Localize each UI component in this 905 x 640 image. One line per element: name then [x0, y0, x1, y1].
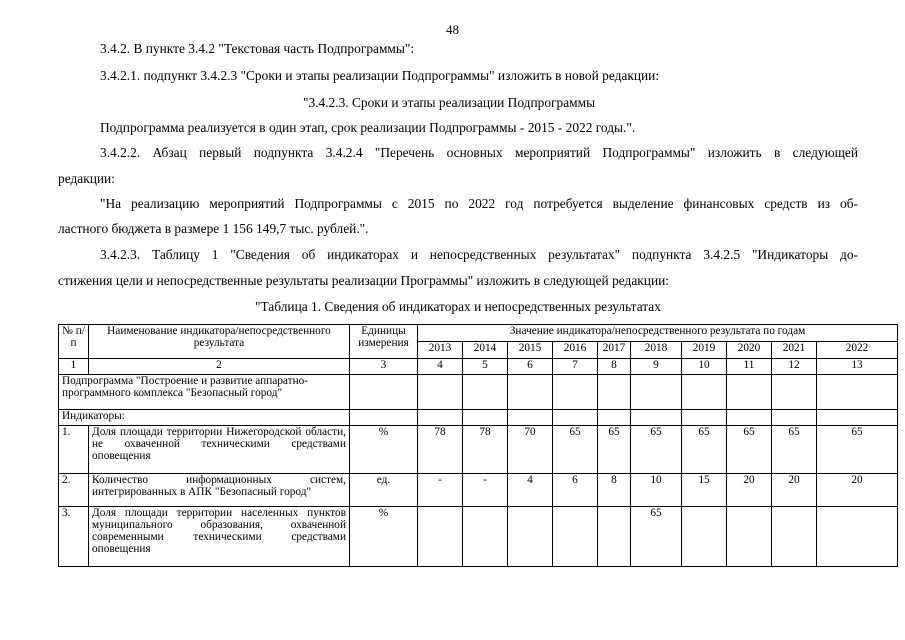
column-number-row [59, 359, 898, 375]
value-cell: 65 [817, 426, 898, 474]
year-cell: 2021 [772, 342, 817, 359]
value-cell: 78 [418, 426, 463, 474]
year-cell: 2017 [598, 342, 631, 359]
col-number: 6 [508, 359, 553, 375]
value-cell: 20 [772, 474, 817, 507]
col-number: 12 [772, 359, 817, 375]
value-cell [553, 507, 598, 567]
row-name: Количество информационных систем, интегрированных в АПК "Безопасный город" [89, 474, 350, 507]
header-row-1 [59, 325, 898, 342]
value-cell: 20 [817, 474, 898, 507]
header-values-by-year: Значение индикатора/непосредственного результата по годам [418, 325, 898, 342]
value-cell: 20 [727, 474, 772, 507]
year-cell: 2020 [727, 342, 772, 359]
table-row [59, 474, 898, 507]
paragraph-3-4-2-3: 3.4.2.3. Таблицу 1 "Сведения об индикаторах и непосредственных результатах" подпункта 3.4.2.5 "Индикаторы до- [100, 247, 858, 262]
header-num: № п/п [59, 325, 89, 359]
paragraph-funding-cont: ластного бюджета в размере 1 156 149,7 тыс. рублей.". [58, 221, 369, 236]
value-cell: - [418, 474, 463, 507]
value-cell: 65 [598, 426, 631, 474]
row-unit: % [350, 426, 418, 474]
year-cell: 2013 [418, 342, 463, 359]
value-cell: 65 [631, 426, 682, 474]
row-name: Доля площади территории Нижегородской области, не охваченной техническими средствами оповещения [89, 426, 350, 474]
value-cell: 70 [508, 426, 553, 474]
value-cell: 78 [463, 426, 508, 474]
value-cell [772, 507, 817, 567]
value-cell [418, 507, 463, 567]
header-unit: Единицы измерения [350, 325, 418, 359]
value-cell [727, 507, 772, 567]
value-cell: 8 [598, 474, 631, 507]
row-num: 3. [59, 507, 89, 567]
paragraph-3-4-2: 3.4.2. В пункте 3.4.2 "Текстовая часть Подпрограммы": [100, 41, 415, 56]
row-num: 1. [59, 426, 89, 474]
value-cell [463, 507, 508, 567]
value-cell: 15 [682, 474, 727, 507]
col-number: 7 [553, 359, 598, 375]
year-cell: 2016 [553, 342, 598, 359]
col-number: 11 [727, 359, 772, 375]
col-number: 10 [682, 359, 727, 375]
col-number: 1 [59, 359, 89, 375]
row-num: 2. [59, 474, 89, 507]
indicators-label-row [59, 410, 898, 426]
row-name: Доля площади территории населенных пунктов муниципального образования, охваченной современными техническими средствами оповещения [89, 507, 350, 567]
paragraph-3-4-2-2-cont: редакции: [58, 171, 115, 186]
paragraph-3-4-2-2: 3.4.2.2. Абзац первый подпункта 3.4.2.4 "Перечень основных мероприятий Подпрограммы" изложить в следующей [100, 145, 858, 160]
value-cell [817, 507, 898, 567]
paragraph-funding: "На реализацию мероприятий Подпрограммы с 2015 по 2022 год потребуется выделение финансовых средств из об- [100, 196, 858, 211]
table-row [59, 426, 898, 474]
row-unit: ед. [350, 474, 418, 507]
value-cell [508, 507, 553, 567]
col-number: 5 [463, 359, 508, 375]
value-cell: - [463, 474, 508, 507]
value-cell: 65 [772, 426, 817, 474]
value-cell: 65 [727, 426, 772, 474]
subprogram-row [59, 375, 898, 410]
value-cell: 4 [508, 474, 553, 507]
section-heading: "3.4.2.3. Сроки и этапы реализации Подпрограммы [303, 95, 596, 110]
paragraph-3-4-2-1: 3.4.2.1. подпункт 3.4.2.3 "Сроки и этапы реализации Подпрограммы" изложить в новой редакции: [100, 68, 660, 83]
col-number: 4 [418, 359, 463, 375]
value-cell: 65 [682, 426, 727, 474]
year-cell: 2022 [817, 342, 898, 359]
indicators-table [58, 324, 898, 567]
subprogram-title: Подпрограмма "Построение и развитие аппаратно-программного комплекса "Безопасный город" [59, 375, 350, 410]
col-number: 13 [817, 359, 898, 375]
value-cell: 65 [631, 507, 682, 567]
value-cell: 10 [631, 474, 682, 507]
col-number: 3 [350, 359, 418, 375]
value-cell [682, 507, 727, 567]
table-caption: "Таблица 1. Сведения об индикаторах и непосредственных результатах [255, 299, 661, 314]
table-row [59, 507, 898, 567]
header-name: Наименование индикатора/непосредственного результата [89, 325, 350, 359]
page-number: 48 [446, 22, 459, 37]
row-unit: % [350, 507, 418, 567]
value-cell [598, 507, 631, 567]
year-cell: 2018 [631, 342, 682, 359]
col-number: 2 [89, 359, 350, 375]
value-cell: 6 [553, 474, 598, 507]
paragraph-3-4-2-3-cont: стижения цели и непосредственные результаты реализации Программы" изложить в следующей редакции: [58, 273, 670, 288]
indicators-label: Индикаторы: [59, 410, 350, 426]
value-cell: 65 [553, 426, 598, 474]
col-number: 9 [631, 359, 682, 375]
year-cell: 2015 [508, 342, 553, 359]
year-cell: 2014 [463, 342, 508, 359]
year-cell: 2019 [682, 342, 727, 359]
paragraph-term: Подпрограмма реализуется в один этап, срок реализации Подпрограммы - 2015 - 2022 годы.". [100, 120, 636, 135]
col-number: 8 [598, 359, 631, 375]
